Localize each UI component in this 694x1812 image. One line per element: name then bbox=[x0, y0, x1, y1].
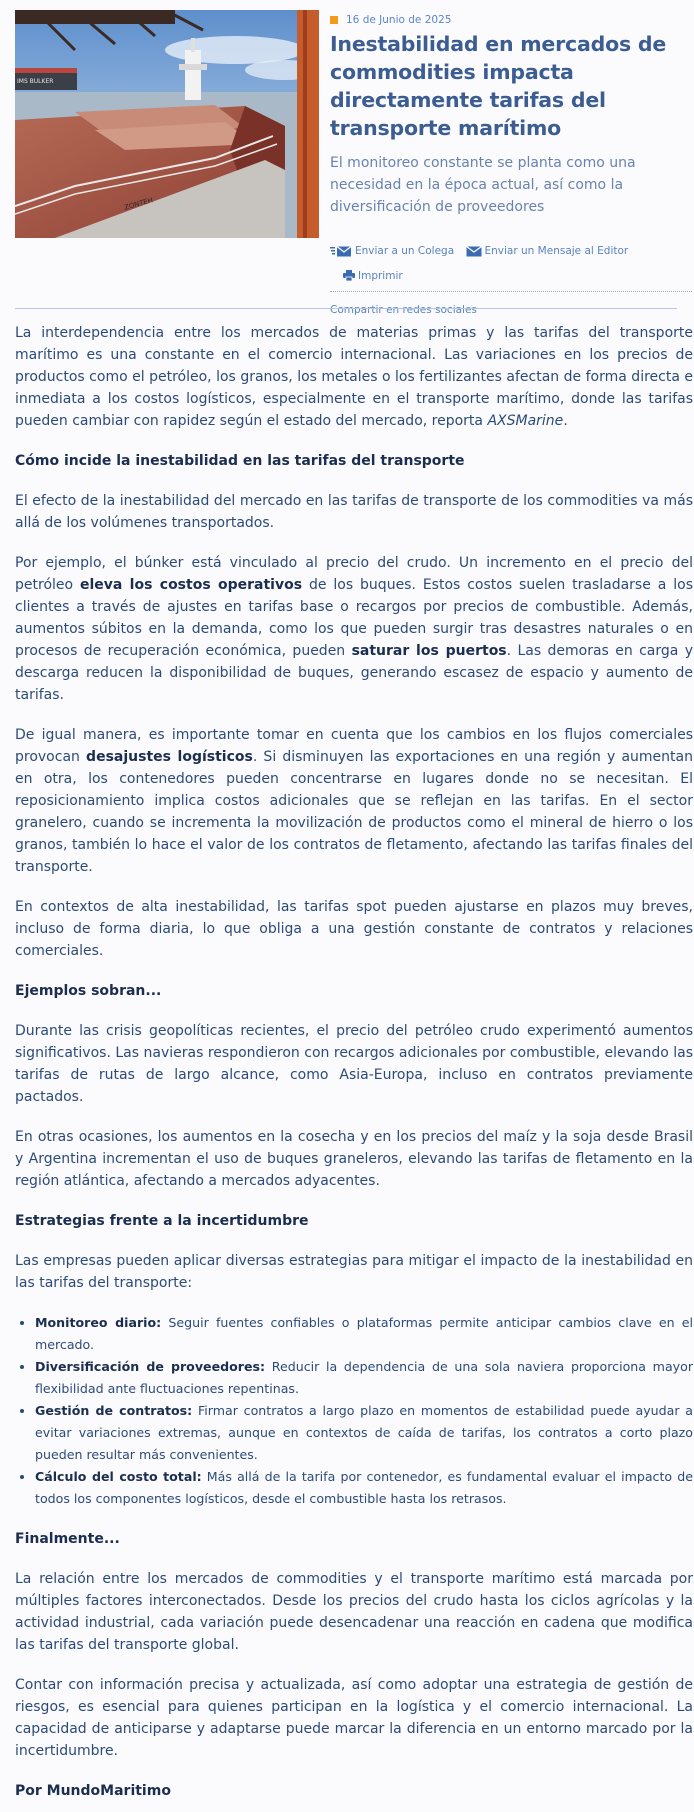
article-actions bbox=[330, 240, 692, 292]
share-social-link[interactable]: Compartir en redes sociales bbox=[330, 304, 477, 316]
ship-name-text: ZONTEH bbox=[123, 196, 154, 212]
intro-text: La interdependencia entre los mercados de materias primas y las tarifas del transporte marítimo es una constante en el comercio internacional. Las variaciones en los precios de productos como el petróleo, los granos, los metales o los fertilizantes afectan de forma directa e inmediata a los costos logísticos, especialmente en el transporte marítimo, donde las tarifas pueden cambiar con rapidez según el estado del mercado, reporta bbox=[15, 325, 693, 429]
heading-strategies: Estrategias frente a la incertidumbre bbox=[15, 1213, 309, 1229]
list-item: • Cálculo del costo total: Más allá de la tarifa por contenedor, es fundamental evaluar el impacto de todos los componentes logísticos, desde el combustible hasta los retrasos. bbox=[35, 1466, 693, 1510]
bold-ports: saturar los puertos bbox=[351, 643, 507, 659]
article-title: Inestabilidad en mercados de commodities impacta directamente tarifas del transporte marítimo bbox=[330, 32, 667, 140]
print-label: Imprimir bbox=[358, 269, 403, 282]
ship-illustration bbox=[15, 10, 319, 238]
send-to-colleague-link[interactable] bbox=[330, 240, 454, 262]
paragraph-geopolitics: Durante las crisis geopolíticas recientes, el precio del petróleo crudo experimentó aumentos significativos. Las navieras respondieron con recargos adicionales por combustible, elevando las tarifas de rutas de largo alcance, como Asia-Europa, incluso en contratos previamente pactados. bbox=[15, 1023, 693, 1105]
paragraph-information: Contar con información precisa y actualizada, así como adoptar una estrategia de gestión de riesgos, es esencial para quienes participan en la logística y el comercio internacional. La capacidad de anticiparse y adaptarse puede marcar la diferencia en un entorno marcado por la incertidumbre. bbox=[15, 1677, 693, 1759]
article-header bbox=[8, 0, 686, 316]
intro-end: . bbox=[563, 413, 568, 429]
list-item: • Gestión de contratos: Firmar contratos a largo plazo en momentos de estabilidad puede ayudar a evitar variaciones extremas, aunque en contextos de caída de tarifas, los contratos a corto plazo pueden resultar más convenientes. bbox=[35, 1400, 693, 1466]
send-colleague-label: Enviar a un Colega bbox=[355, 245, 455, 257]
paragraph-spot: En contextos de alta inestabilidad, las tarifas spot pueden ajustarse en plazos muy breves, incluso de forma diaria, lo que obliga a una gestión constante de contratos y relaciones comerciales. bbox=[15, 899, 693, 959]
strategies-list bbox=[15, 1312, 693, 1510]
date-row bbox=[330, 12, 692, 28]
printer-icon bbox=[343, 270, 355, 281]
author-byline: Por MundoMaritimo bbox=[15, 1783, 171, 1799]
list-item: • Diversificación de proveedores: Reducir la dependencia de una sola naviera proporciona mayor flexibilidad ante fluctuaciones repentinas. bbox=[35, 1356, 693, 1400]
bold-costs: eleva los costos operativos bbox=[79, 577, 303, 593]
source-link[interactable]: AXSMarine bbox=[487, 413, 564, 429]
article-body bbox=[8, 300, 694, 1802]
article-meta bbox=[330, 12, 692, 316]
date-square-icon bbox=[330, 16, 338, 24]
publish-date: 16 de Junio de 2025 bbox=[346, 14, 452, 26]
bold-logistics: desajustes logísticos bbox=[86, 749, 253, 765]
heading-finally: Finalmente... bbox=[15, 1531, 120, 1547]
message-editor-label: Enviar un Mensaje al Editor bbox=[484, 245, 629, 257]
envelope-icon bbox=[466, 246, 482, 257]
hero-image bbox=[15, 10, 319, 238]
article-subtitle: El monitoreo constante se planta como una necesidad en la época actual, así como la diversificación de proveedores bbox=[330, 155, 636, 215]
message-editor-link[interactable] bbox=[466, 240, 629, 262]
header-separator bbox=[15, 308, 677, 309]
list-item: • Monitoreo diario: Seguir fuentes confiables o plataformas permite anticipar cambios clave en el mercado. bbox=[35, 1312, 693, 1356]
paragraph-harvest: En otras ocasiones, los aumentos en la cosecha y en los precios del maíz y la soja desde Brasil y Argentina incrementan el uso de buques graneleros, elevando las tarifas de fletamento en la región atlántica, afectando a mercados adyacentes. bbox=[15, 1129, 693, 1189]
actions-divider bbox=[330, 291, 692, 292]
paragraph-effect: El efecto de la inestabilidad del mercado en las tarifas de transporte de los commodities va más allá de los volúmenes transportados. bbox=[15, 493, 693, 531]
heading-examples: Ejemplos sobran... bbox=[15, 983, 162, 999]
heading-incidence: Cómo incide la inestabilidad en las tarifas del transporte bbox=[15, 453, 465, 469]
paragraph-intro bbox=[15, 322, 693, 432]
paragraph-relation: La relación entre los mercados de commodities y el transporte marítimo está marcada por múltiples factores interconectados. Desde los precios del crudo hasta los ciclos agrícolas y la actividad industrial, cada variación puede desencadenar una reacción en cadena que modifica las tarifas del transporte global. bbox=[15, 1571, 693, 1653]
paragraph-strategies-intro: Las empresas pueden aplicar diversas estrategias para mitigar el impacto de la inestabilidad en las tarifas del transporte: bbox=[15, 1253, 693, 1291]
send-colleague-icon bbox=[330, 246, 352, 257]
paragraph-flows: De igual manera, es importante tomar en cuenta que los cambios en los flujos comerciales provocan desajustes logísticos. Si disminuyen las exportaciones en una región y aumentan en otra, los contenedores pueden concentrarse en lugares donde no se necesitan. El reposicionamiento implica costos adicionales que se reflejan en las tarifas. En el sector granelero, cuando se incrementa la movilización de productos como el mineral de hierro o los granos, también lo hace el valor de los contratos de fletamento, afectando las tarifas finales del transporte. bbox=[15, 727, 693, 875]
print-link[interactable] bbox=[343, 265, 403, 287]
bg-ship-text: IMS BULKER bbox=[17, 78, 54, 85]
paragraph-bunker: Por ejemplo, el búnker está vinculado al precio del crudo. Un incremento en el precio del petróleo eleva los costos operativos de los buques. Estos costos suelen trasladarse a los clientes a través de ajustes en tarifas base o recargos por precios de combustible. Además, aumentos súbitos en la demanda, como los que pueden surgir tras desastres naturales o en procesos de recuperación económica, pueden saturar los puertos. Las demoras en carga y descarga reducen la disponibilidad de buques, generando escasez de espacio y aumento de tarifas. bbox=[15, 555, 693, 703]
